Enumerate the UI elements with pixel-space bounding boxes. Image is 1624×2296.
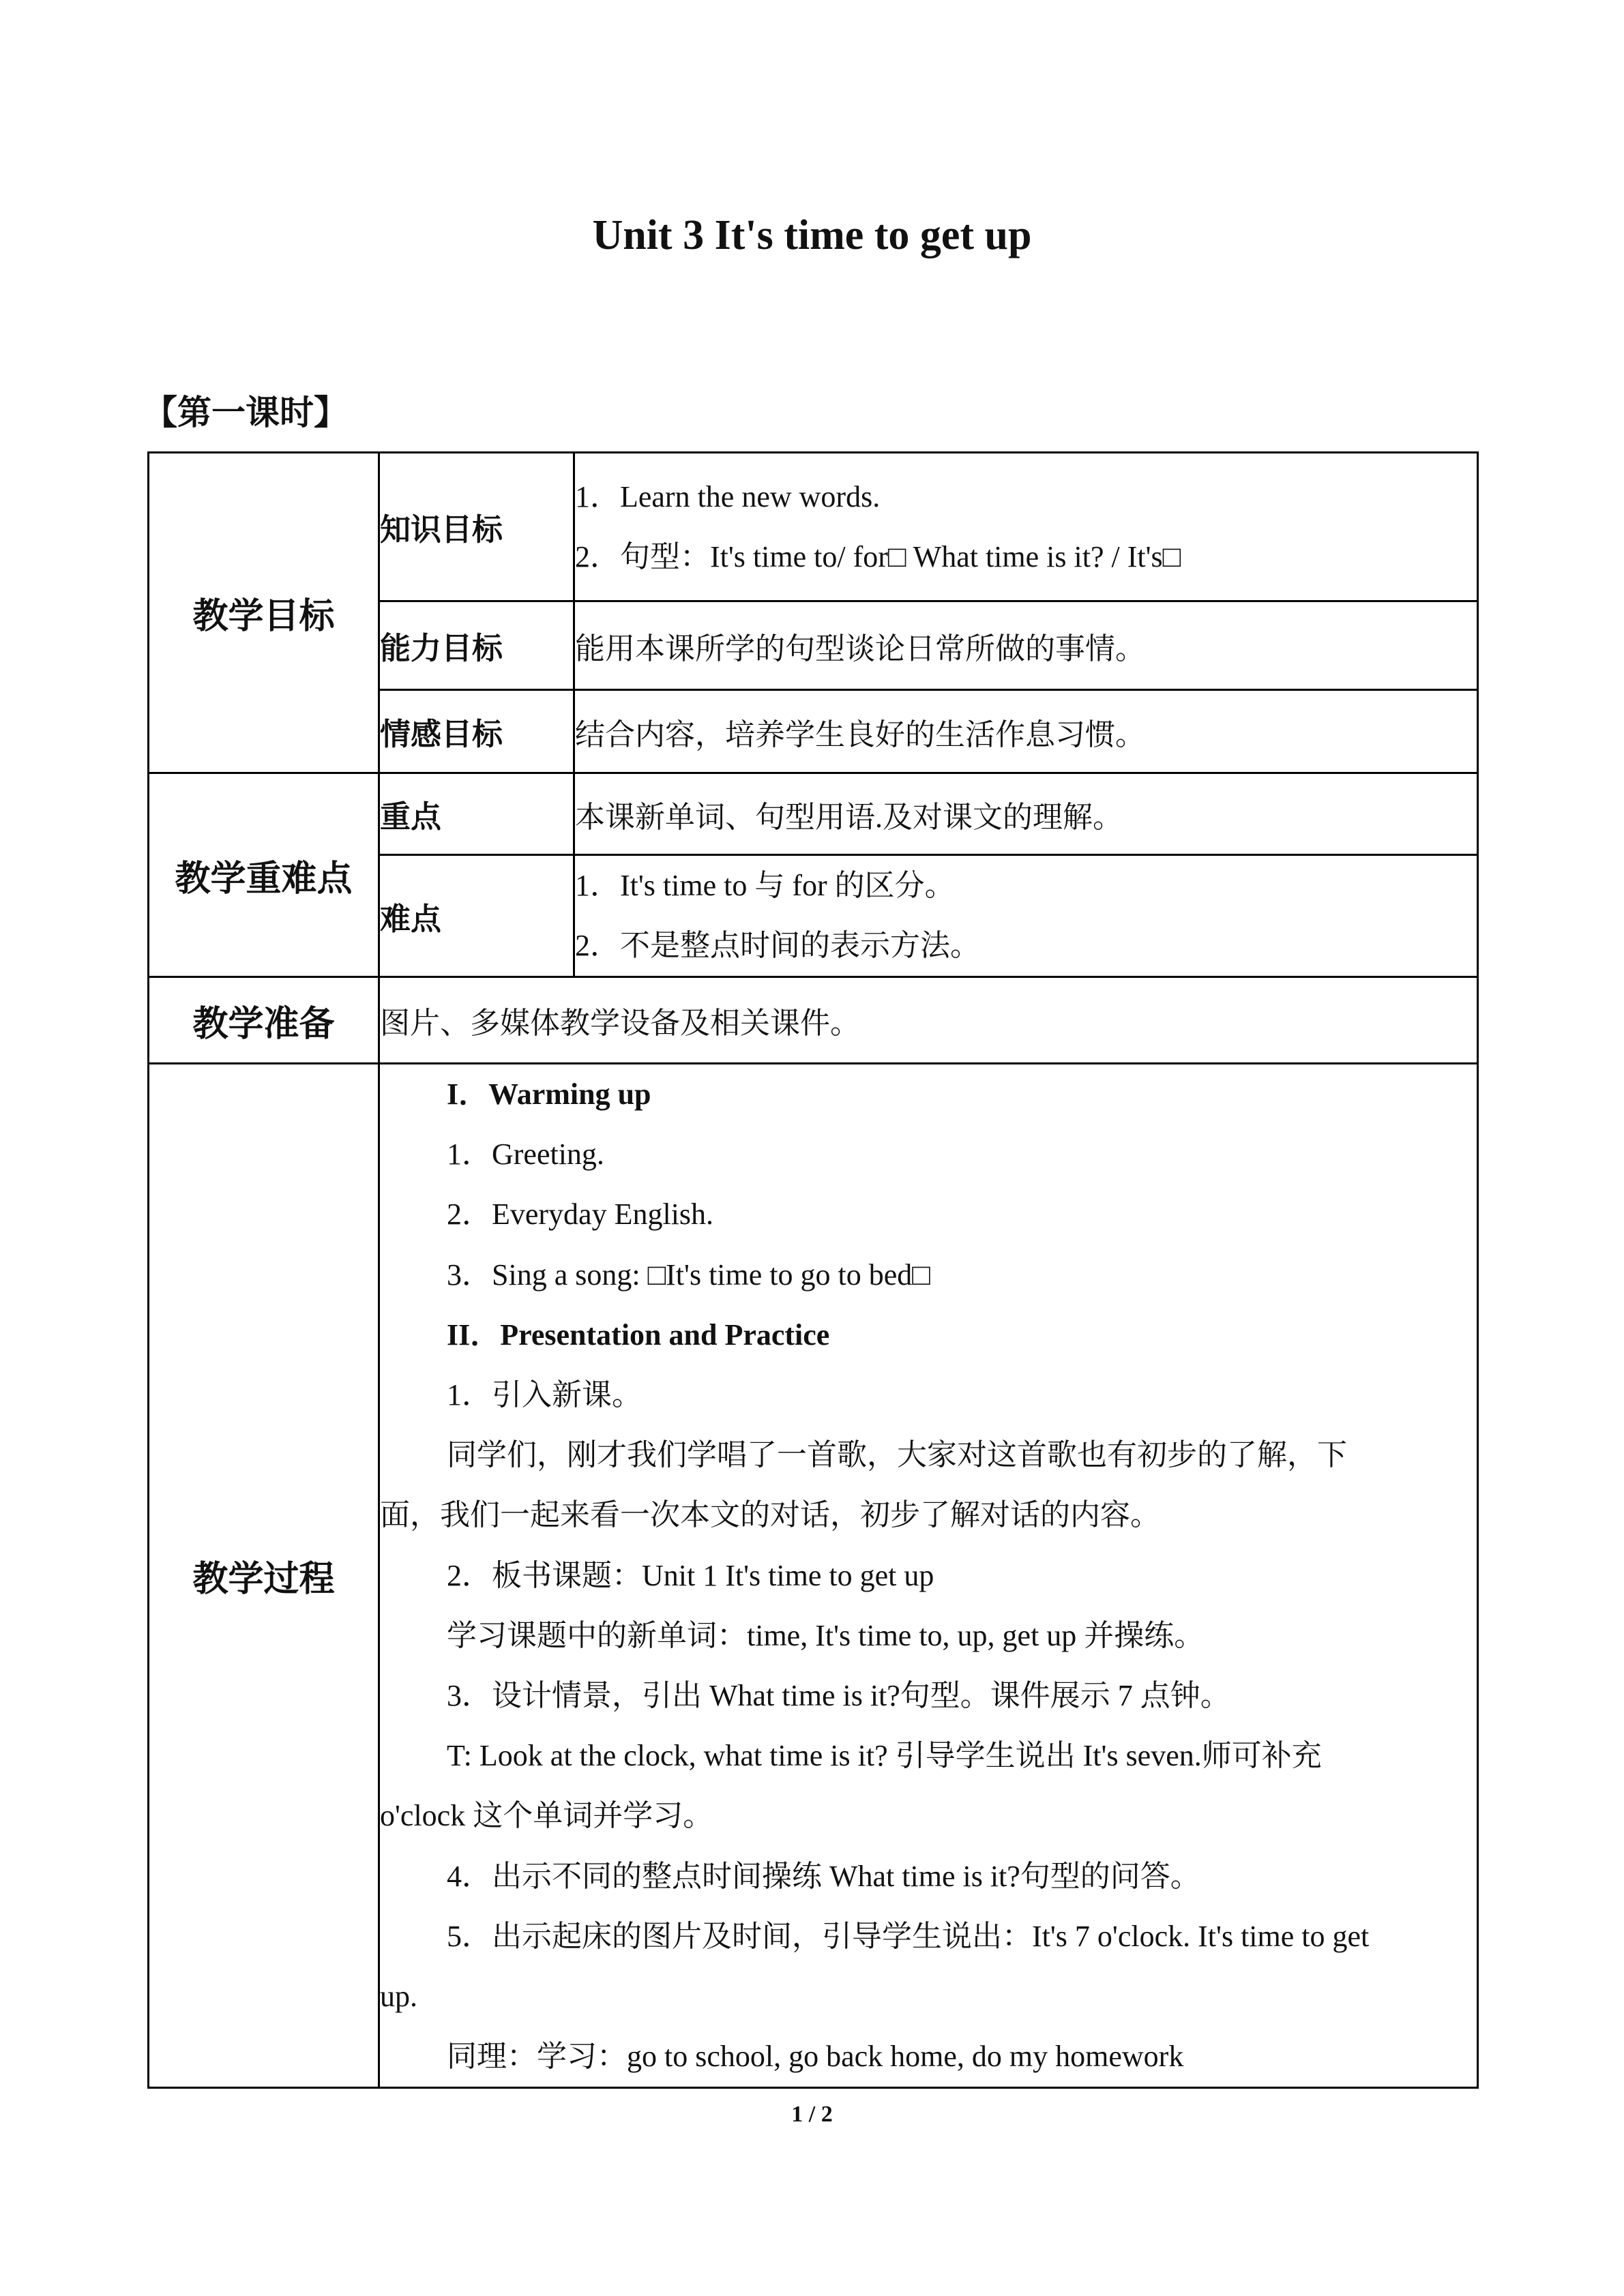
lesson-label: 【第一课时】: [143, 393, 348, 432]
process-line: 1．引入新课。: [447, 1378, 642, 1412]
process-line: 5．出示起床的图片及时间，引导学生说出：It's 7 o'clock. It's time to get: [447, 1919, 1370, 1953]
table-row: [149, 1064, 1478, 2088]
difficulty-label: 难点: [379, 855, 574, 977]
process-line: 同学们，刚才我们学唱了一首歌，大家对这首歌也有初步的了解，下: [447, 1438, 1347, 1472]
process-line: 面，我们一起来看一次本文的对话，初步了解对话的内容。: [380, 1498, 1160, 1532]
knowledge-item: 1．Learn the new words.: [575, 479, 881, 513]
table-row: [149, 453, 1478, 601]
process-line: 3．Sing a song: □It's time to go to bed□: [447, 1257, 930, 1292]
process-line: 学习课题中的新单词：time, It's time to, up, get up 并操练。: [447, 1618, 1205, 1652]
table-row: [149, 773, 1478, 855]
process-line: T: Look at the clock, what time is it? 引导学生说出 It's seven.师可补充: [447, 1739, 1322, 1773]
emotion-content: 结合内容，培养学生良好的生活作息习惯。: [574, 690, 1478, 773]
ability-label: 能力目标: [379, 601, 574, 690]
table-row: [149, 977, 1478, 1064]
document-title: Unit 3 It's time to get up: [592, 212, 1032, 258]
page-number: 1 / 2: [791, 2102, 833, 2127]
process-line: 2．板书课题：Unit 1 It's time to get up: [447, 1558, 934, 1592]
difficulty-item: 2．不是整点时间的表示方法。: [575, 929, 980, 962]
ability-content: 能用本课所学的句型谈论日常所做的事情。: [574, 601, 1478, 690]
process-line: 2．Everyday English.: [447, 1197, 714, 1232]
focus-content: 本课新单词、句型用语.及对课文的理解。: [574, 773, 1478, 855]
process-category: 教学过程: [149, 1064, 379, 2088]
knowledge-item: 2．句型：It's time to/ for□ What time is it? / It's□: [575, 539, 1181, 573]
process-line: 4．出示不同的整点时间操练 What time is it?句型的问答。: [447, 1859, 1200, 1893]
objectives-category: 教学目标: [149, 453, 379, 773]
lesson-plan-table: [147, 451, 1479, 2089]
difficulty-item: 1．It's time to 与 for 的区分。: [575, 869, 955, 902]
process-line: o'clock 这个单词并学习。: [380, 1799, 713, 1833]
process-line: up.: [380, 1980, 417, 2014]
emotion-label: 情感目标: [379, 690, 574, 773]
process-line: 3．设计情景，引出 What time is it?句型。课件展示 7 点钟。: [447, 1679, 1230, 1713]
knowledge-label: 知识目标: [379, 453, 574, 601]
process-line: 1．Greeting.: [447, 1137, 604, 1172]
process-heading: II．Presentation and Practice: [447, 1317, 830, 1352]
process-content: [379, 1064, 1478, 2088]
key-points-category: 教学重难点: [149, 773, 379, 977]
preparation-content: 图片、多媒体教学设备及相关课件。: [379, 977, 1478, 1064]
focus-label: 重点: [379, 773, 574, 855]
preparation-category: 教学准备: [149, 977, 379, 1064]
difficulty-content: [574, 855, 1478, 977]
knowledge-content: [574, 453, 1478, 601]
process-heading: I．Warming up: [447, 1077, 651, 1111]
process-line: 同理：学习：go to school, go back home, do my homework: [447, 2040, 1184, 2074]
